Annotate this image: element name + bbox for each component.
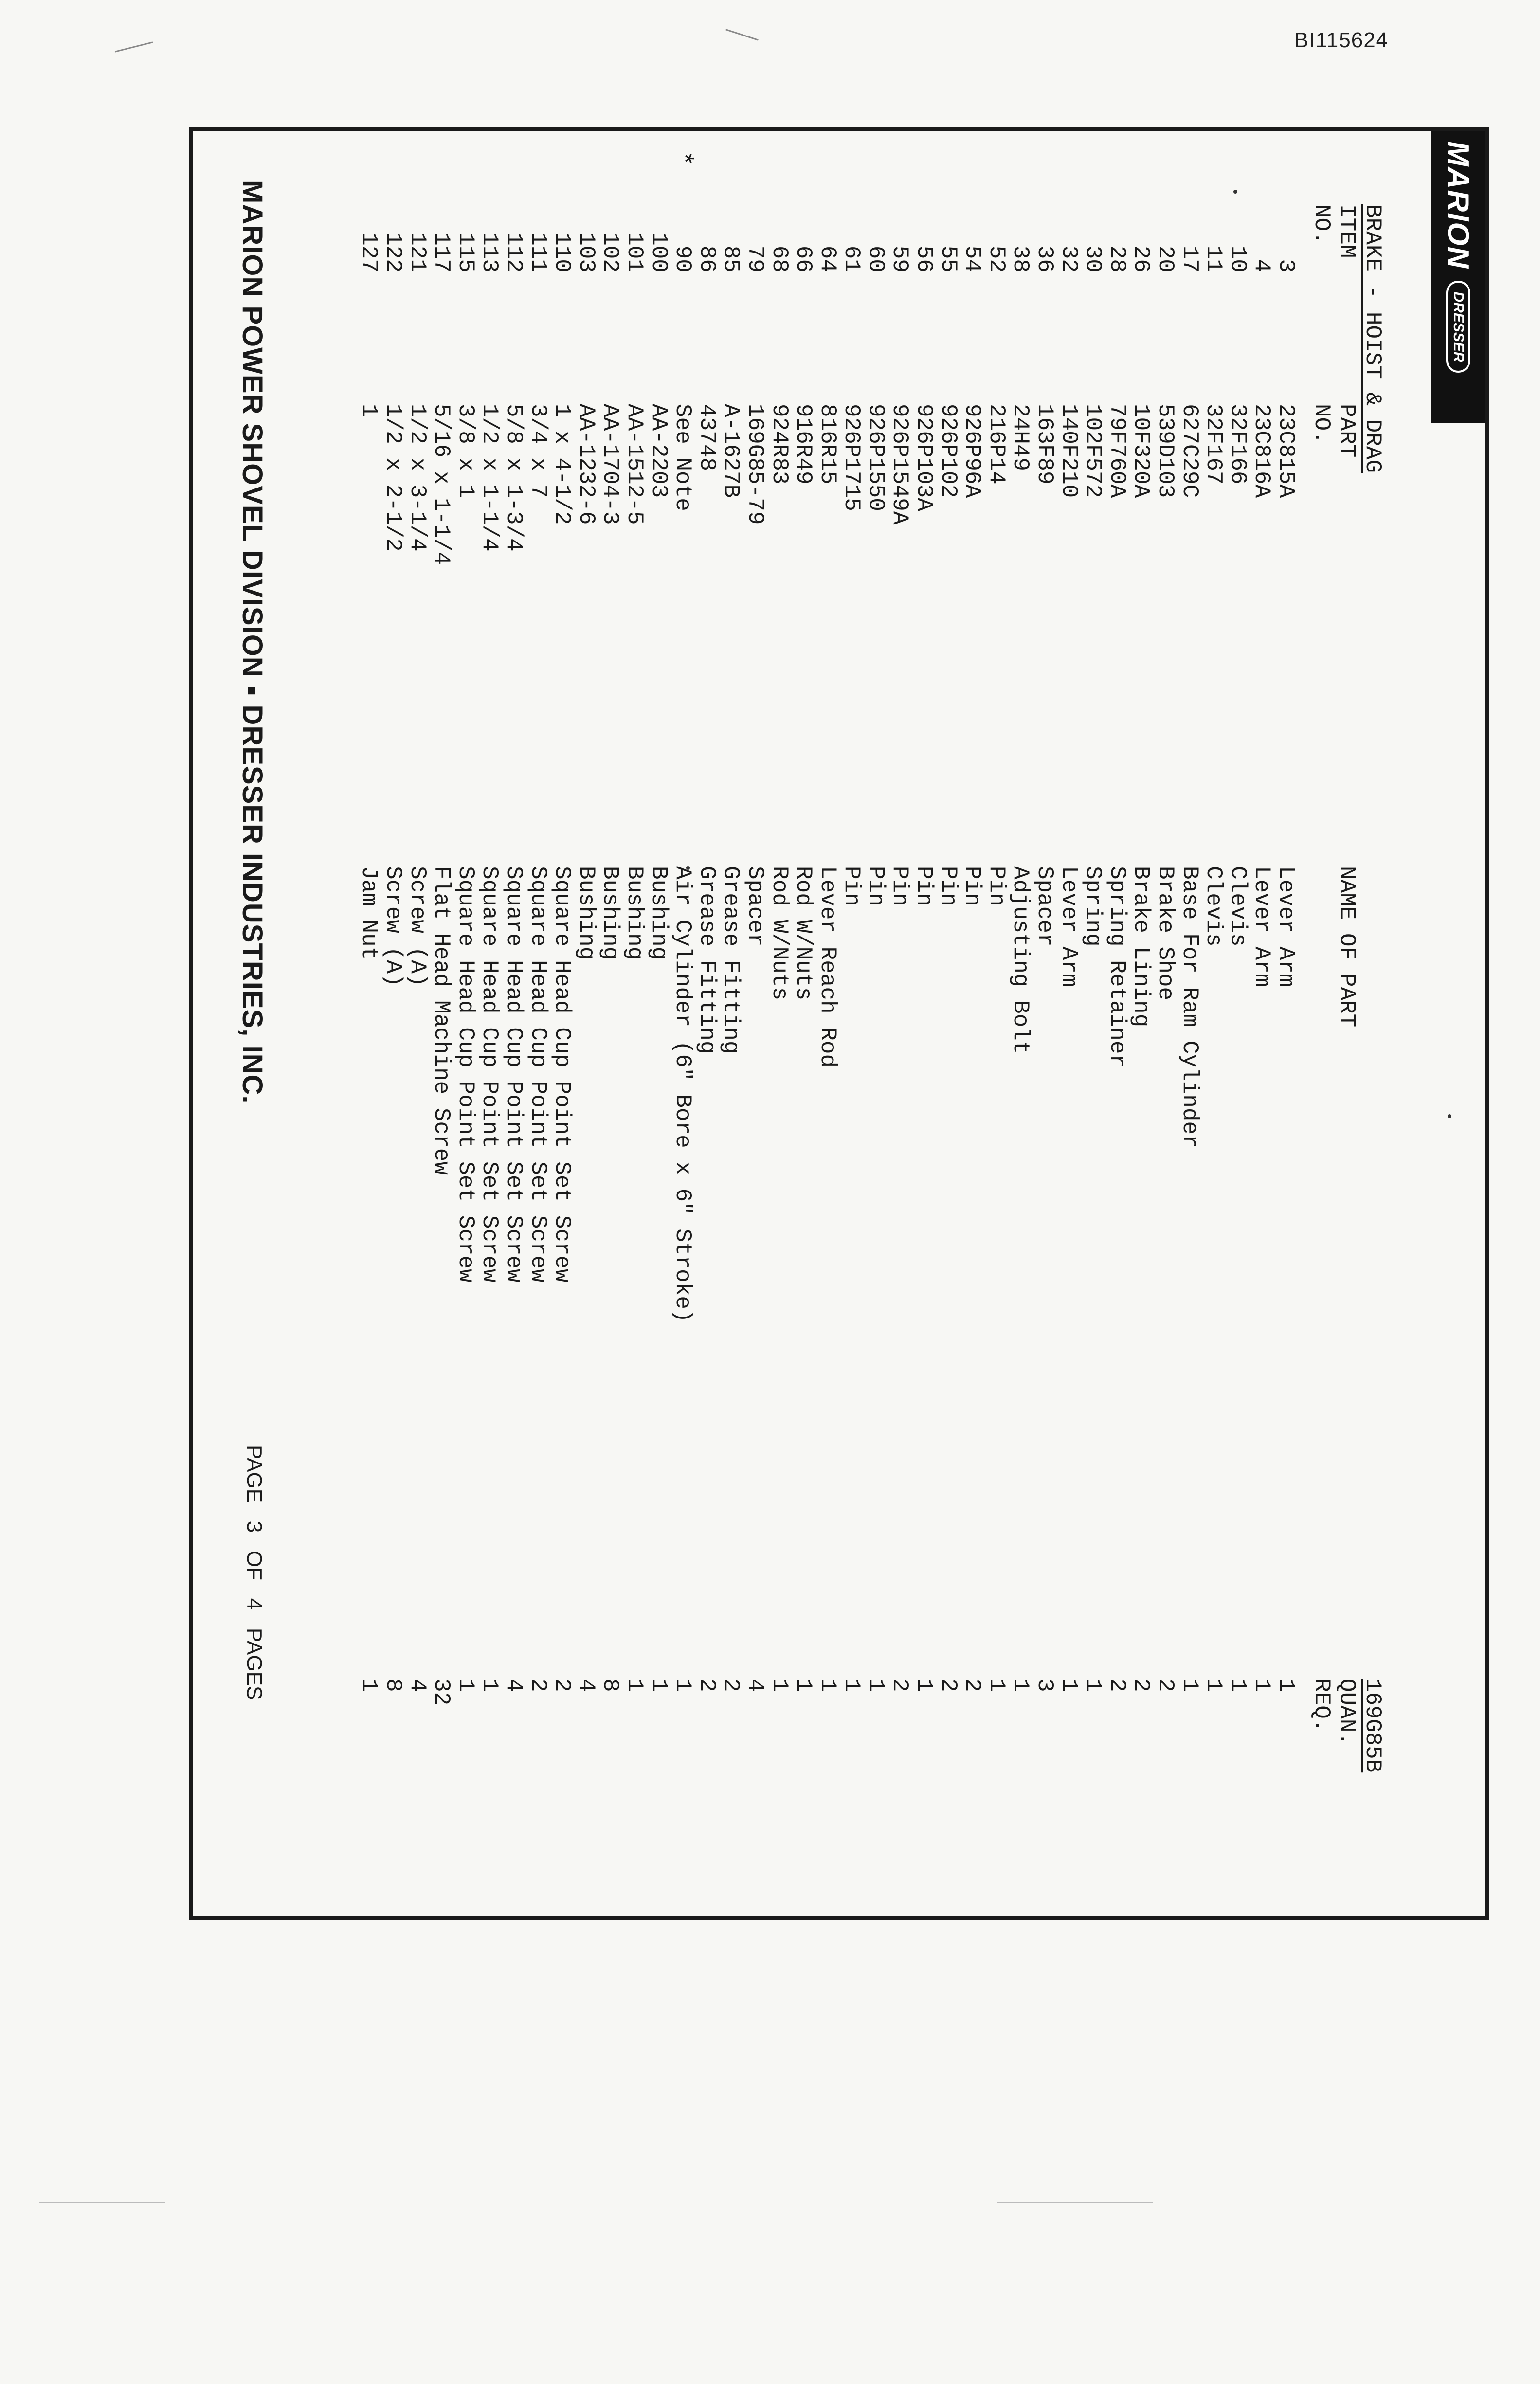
table-row <box>550 131 574 1916</box>
part-number: 163F89 <box>1032 404 1058 485</box>
part-number: 102F572 <box>1080 404 1106 498</box>
table-row <box>1081 131 1105 1916</box>
item-number: 3 <box>1273 259 1299 272</box>
quantity-required: 1 <box>356 1679 382 1692</box>
parts-list-title: BRAKE - HOIST & DRAG <box>1360 204 1385 473</box>
column-header-item: ITEM NO. <box>1309 204 1359 258</box>
part-name: Square Head Cup Point Set Screw <box>549 866 575 1282</box>
part-name: Flat Head Machine Screw <box>429 866 454 1175</box>
of-label: OF <box>242 1550 266 1580</box>
item-number: 59 <box>887 245 913 272</box>
part-name: Jam Nut <box>356 866 382 960</box>
table-row <box>1177 131 1201 1916</box>
table-row <box>1201 131 1226 1916</box>
part-number: 43748 <box>694 404 720 471</box>
part-name: Brake Lining <box>1128 866 1154 1028</box>
part-number: 1/2 x 1-1/4 <box>477 404 503 552</box>
column-header-quantity: QUAN. REQ. <box>1309 1679 1359 1746</box>
part-number: 926P1549A <box>887 404 913 525</box>
part-name: Bushing <box>573 866 599 960</box>
part-number: 23C816A <box>1249 404 1275 498</box>
quantity-required: 4 <box>573 1679 599 1692</box>
table-row <box>1129 131 1153 1916</box>
quantity-required: 1 <box>1249 1679 1275 1692</box>
quantity-required: 1 <box>911 1679 937 1692</box>
part-name: Pin <box>839 866 865 906</box>
item-number: 100 <box>646 232 671 272</box>
table-row <box>936 131 960 1916</box>
part-number: 924R83 <box>766 404 792 485</box>
part-name: Clevis <box>1201 866 1227 947</box>
part-number: 916R49 <box>791 404 816 485</box>
item-number: 55 <box>935 245 961 272</box>
quantity-required: 1 <box>983 1679 1009 1692</box>
quantity-required: 1 <box>453 1679 478 1692</box>
item-number: 56 <box>911 245 937 272</box>
table-row <box>1250 131 1274 1916</box>
table-row <box>525 131 550 1916</box>
item-number: 79 <box>742 245 768 272</box>
scan-artifact <box>39 2202 165 2203</box>
part-number: 926P1550 <box>863 404 888 511</box>
quantity-required: 2 <box>887 1679 913 1692</box>
part-name: Air Cylinder (6" Bore x 6" Stroke) <box>670 866 696 1323</box>
table-row <box>791 131 815 1916</box>
part-number: 926P103A <box>911 404 937 511</box>
item-number: 117 <box>429 232 454 272</box>
item-number: 11 <box>1201 245 1227 272</box>
quantity-required: 1 <box>839 1679 865 1692</box>
part-number: A-1627B <box>718 404 744 498</box>
part-number: 32F166 <box>1225 404 1250 485</box>
part-number: 169G85-79 <box>742 404 768 525</box>
item-number: 127 <box>356 232 382 272</box>
part-number: AA-2203 <box>646 404 671 498</box>
part-name: Spring <box>1080 866 1106 947</box>
part-name: Screw (A) <box>380 866 406 987</box>
part-name: Adjusting Bolt <box>1008 866 1033 1054</box>
part-name: Clevis <box>1225 866 1250 947</box>
table-row <box>477 131 502 1916</box>
item-number: 110 <box>549 232 575 272</box>
part-number: 5/16 x 1-1/4 <box>429 404 454 565</box>
item-number: 113 <box>477 232 503 272</box>
quantity-required: 1 <box>1225 1679 1250 1692</box>
table-row <box>863 131 888 1916</box>
part-name: Brake Shoe <box>1153 866 1178 1001</box>
item-number: 36 <box>1032 245 1058 272</box>
pages-label: PAGES <box>242 1627 266 1700</box>
parts-table <box>357 131 1298 1916</box>
item-number: 60 <box>863 245 888 272</box>
item-number: 30 <box>1080 245 1106 272</box>
part-number: AA-1704-3 <box>598 404 623 525</box>
part-number: 816R15 <box>815 404 840 485</box>
part-number: 5/8 x 1-3/4 <box>501 404 526 552</box>
item-number: 111 <box>525 232 551 272</box>
item-number: 90 <box>670 245 696 272</box>
item-number: 28 <box>1104 245 1130 272</box>
item-number: 17 <box>1177 245 1202 272</box>
item-number: 26 <box>1128 245 1154 272</box>
part-name: Pin <box>960 866 985 906</box>
part-name: Square Head Cup Point Set Screw <box>501 866 526 1282</box>
marion-dresser-logo <box>1431 131 1485 423</box>
part-name: Lever Arm <box>1249 866 1275 987</box>
table-row <box>453 131 477 1916</box>
document-frame <box>189 127 1489 1920</box>
item-number: 115 <box>453 232 478 272</box>
part-number: AA-1232-6 <box>573 404 599 525</box>
table-row <box>743 131 767 1916</box>
table-row <box>357 131 381 1916</box>
row-note-mark: * <box>668 151 697 166</box>
scan-artifact <box>725 29 759 40</box>
document-id: BI115624 <box>1294 28 1389 52</box>
table-row <box>622 131 646 1916</box>
part-name: Screw (A) <box>404 866 430 987</box>
quantity-required: 1 <box>766 1679 792 1692</box>
item-number: 64 <box>815 245 840 272</box>
column-header-name: NAME OF PART <box>1334 866 1359 1028</box>
table-row <box>501 131 525 1916</box>
table-row <box>984 131 1008 1916</box>
logo-brand: MARION <box>1441 141 1475 270</box>
quantity-required: 1 <box>477 1679 503 1692</box>
item-number: 85 <box>718 245 744 272</box>
table-row <box>429 131 453 1916</box>
part-number: 1/2 x 2-1/2 <box>380 404 406 552</box>
quantity-required: 1 <box>646 1679 671 1692</box>
part-name: Bushing <box>646 866 671 960</box>
table-row <box>694 131 719 1916</box>
drawing-number: 169G85B <box>1360 1679 1385 1773</box>
item-number: 32 <box>1056 245 1082 272</box>
quantity-required: 8 <box>598 1679 623 1692</box>
part-name: Base For Ram Cylinder <box>1177 866 1202 1148</box>
item-number: 101 <box>621 232 647 272</box>
item-number: 68 <box>766 245 792 272</box>
part-number: 539D103 <box>1153 404 1178 498</box>
part-name: Square Head Cup Point Set Screw <box>525 866 551 1282</box>
table-row <box>1273 131 1298 1916</box>
quantity-required: 8 <box>380 1679 406 1692</box>
part-name: Square Head Cup Point Set Screw <box>477 866 503 1282</box>
quantity-required: 4 <box>501 1679 526 1692</box>
table-row <box>574 131 598 1916</box>
item-number: 103 <box>573 232 599 272</box>
part-number: 1 <box>356 404 382 417</box>
part-name: Pin <box>983 866 1009 906</box>
quantity-required: 1 <box>1177 1679 1202 1692</box>
part-number: 10F320A <box>1128 404 1154 498</box>
part-name: Grease Fitting <box>718 866 744 1054</box>
quantity-required: 2 <box>525 1679 551 1692</box>
table-row <box>888 131 912 1916</box>
item-number: 102 <box>598 232 623 272</box>
table-row <box>380 131 405 1916</box>
table-row <box>598 131 622 1916</box>
table-row <box>815 131 839 1916</box>
column-header-part: PART NO. <box>1309 404 1359 458</box>
page-number: 3 <box>242 1520 266 1533</box>
quantity-required: 4 <box>742 1679 768 1692</box>
quantity-required: 2 <box>1104 1679 1130 1692</box>
table-row <box>767 131 791 1916</box>
quantity-required: 32 <box>429 1679 454 1706</box>
page-label: PAGE <box>242 1445 266 1503</box>
page-indicator <box>242 1445 266 1700</box>
table-row <box>646 131 670 1916</box>
part-name: Spring Retainer <box>1104 866 1130 1068</box>
item-number: 86 <box>694 245 720 272</box>
part-name: Pin <box>935 866 961 906</box>
logo-sub-brand: DRESSER <box>1446 281 1470 373</box>
part-name: Lever Arm <box>1056 866 1082 987</box>
table-row <box>719 131 743 1916</box>
quantity-required: 3 <box>1032 1679 1058 1692</box>
part-number: 926P102 <box>935 404 961 498</box>
quantity-required: 2 <box>1128 1679 1154 1692</box>
table-row <box>912 131 936 1916</box>
table-row <box>1032 131 1056 1916</box>
part-number: 32F167 <box>1201 404 1227 485</box>
part-name: Rod W/Nuts <box>766 866 792 1001</box>
quantity-required: 4 <box>404 1679 430 1692</box>
part-number: 926P96A <box>960 404 985 498</box>
quantity-required: 2 <box>549 1679 575 1692</box>
item-number: 66 <box>791 245 816 272</box>
scan-artifact <box>997 2202 1153 2203</box>
scan-artifact <box>115 41 153 52</box>
part-name: Spacer <box>1032 866 1058 947</box>
quantity-required: 1 <box>815 1679 840 1692</box>
item-number: 38 <box>1008 245 1033 272</box>
table-row <box>1153 131 1177 1916</box>
part-number: 3/8 x 1 <box>453 404 478 498</box>
item-number: 122 <box>380 232 406 272</box>
quantity-required: 1 <box>1273 1679 1299 1692</box>
part-name: Pin <box>887 866 913 906</box>
quantity-required: 1 <box>1056 1679 1082 1692</box>
quantity-required: 1 <box>791 1679 816 1692</box>
item-number: 112 <box>501 232 526 272</box>
part-number: 79F760A <box>1104 404 1130 498</box>
item-number: 121 <box>404 232 430 272</box>
total-pages: 4 <box>242 1598 266 1610</box>
quantity-required: 1 <box>1008 1679 1033 1692</box>
quantity-required: 1 <box>670 1679 696 1692</box>
item-number: 4 <box>1249 259 1275 272</box>
table-row <box>960 131 984 1916</box>
part-number: 23C815A <box>1273 404 1299 498</box>
part-number: AA-1512-5 <box>621 404 647 525</box>
quantity-required: 2 <box>1153 1679 1178 1692</box>
part-name: Lever Arm <box>1273 866 1299 987</box>
part-name: Grease Fitting <box>694 866 720 1054</box>
quantity-required: 2 <box>694 1679 720 1692</box>
item-number: 10 <box>1225 245 1250 272</box>
part-name: Bushing <box>598 866 623 960</box>
part-number: 24H49 <box>1008 404 1033 471</box>
part-number: 1/2 x 3-1/4 <box>404 404 430 552</box>
part-number: 627C29C <box>1177 404 1202 498</box>
table-row <box>670 131 695 1916</box>
table-row <box>839 131 864 1916</box>
part-number: 216P14 <box>983 404 1009 485</box>
quantity-required: 2 <box>960 1679 985 1692</box>
quantity-required: 1 <box>621 1679 647 1692</box>
part-name: Bushing <box>621 866 647 960</box>
part-name: Spacer <box>742 866 768 947</box>
part-name: Lever Reach Rod <box>815 866 840 1068</box>
quantity-required: 1 <box>1201 1679 1227 1692</box>
part-name: Rod W/Nuts <box>791 866 816 1001</box>
quantity-required: 2 <box>935 1679 961 1692</box>
part-name: Pin <box>863 866 888 906</box>
company-footer: MARION POWER SHOVEL DIVISION ▪ DRESSER INDUSTRIES, INC. <box>236 180 268 1104</box>
table-row <box>1105 131 1129 1916</box>
table-row <box>1008 131 1033 1916</box>
item-number: 54 <box>960 245 985 272</box>
part-name: Pin <box>911 866 937 906</box>
item-number: 20 <box>1153 245 1178 272</box>
part-number: See Note <box>670 404 696 511</box>
part-name: Square Head Cup Point Set Screw <box>453 866 478 1282</box>
table-row <box>1056 131 1081 1916</box>
table-row <box>405 131 429 1916</box>
part-number: 140F210 <box>1056 404 1082 498</box>
part-number: 1 x 4-1/2 <box>549 404 575 525</box>
part-number: 3/4 x 7 <box>525 404 551 498</box>
part-number: 926P1715 <box>839 404 865 511</box>
quantity-required: 1 <box>863 1679 888 1692</box>
quantity-required: 1 <box>1080 1679 1106 1692</box>
table-row <box>1225 131 1250 1916</box>
item-number: 61 <box>839 245 865 272</box>
item-number: 52 <box>983 245 1009 272</box>
rotated-parts-list <box>193 131 1485 1916</box>
quantity-required: 2 <box>718 1679 744 1692</box>
